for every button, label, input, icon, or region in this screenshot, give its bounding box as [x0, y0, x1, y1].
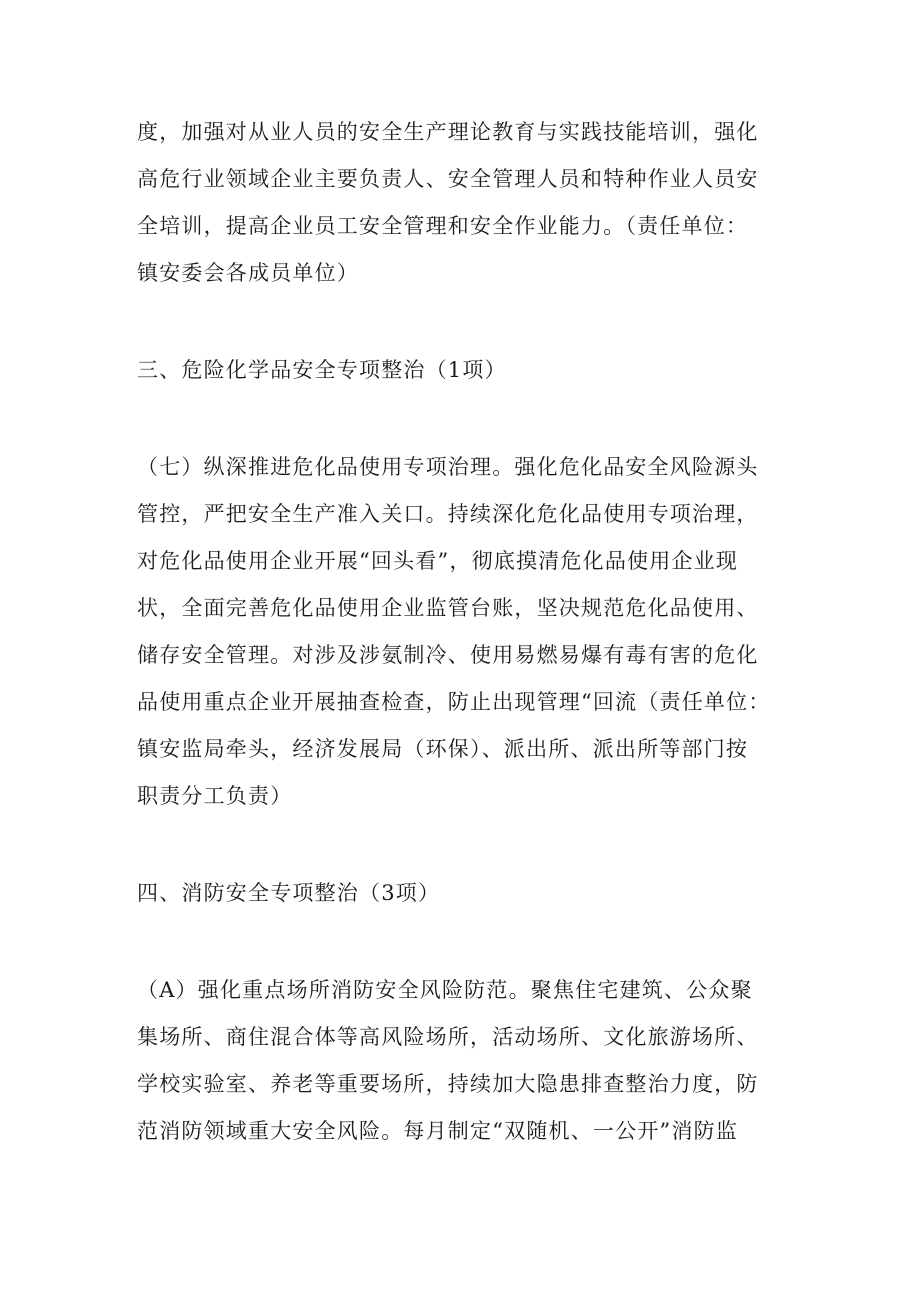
paragraph-2-line-4: 状，全面完善危化品使用企业监管台账，坚决规范危化品使用、	[137, 596, 759, 620]
paragraph-2-line-2: 管控，严把安全生产准入关口。持续深化危化品使用专项治理，	[137, 502, 759, 526]
paragraph-1-line-3: 全培训，提高企业员工安全管理和安全作业能力。（责任单位：	[137, 214, 749, 238]
paragraph-3-line-3: 学校实验室、养老等重要场所，持续加大隐患排查整治力度，防	[137, 1072, 759, 1096]
paragraph-1-line-2: 高危行业领域企业主要负责人、安全管理人员和特种作业人员安	[137, 167, 759, 191]
section-heading-4: 四、消防安全专项整治（3项）	[137, 881, 441, 905]
paragraph-3-line-4: 范消防领域重大安全风险。每月制定“双随机、一公开”消防监	[137, 1119, 739, 1143]
paragraph-3-line-2: 集场所、商住混合体等高风险场所，活动场所、文化旅游场所、	[137, 1025, 759, 1049]
paragraph-1-line-4: 镇安委会各成员单位）	[137, 261, 359, 285]
paragraph-2-line-8: 职责分工负责）	[137, 784, 293, 808]
paragraph-2-line-5: 储存安全管理。对涉及涉氨制冷、使用易燃易爆有毒有害的危化	[137, 643, 759, 667]
paragraph-2-line-6: 品使用重点企业开展抽查检查，防止出现管理“回流（责任单位：	[137, 690, 771, 714]
paragraph-2-line-7: 镇安监局牵头，经济发展局（环保）、派出所、派出所等部门按	[137, 737, 749, 761]
paragraph-2-line-1: （七）纵深推进危化品使用专项治理。强化危化品安全风险源头	[137, 455, 759, 479]
section-heading-3: 三、危险化学品安全专项整治（1项）	[137, 358, 507, 382]
paragraph-2-line-3: 对危化品使用企业开展“回头看”，彻底摸清危化品使用企业现	[137, 549, 739, 573]
paragraph-1-line-1: 度，加强对从业人员的安全生产理论教育与实践技能培训，强化	[137, 120, 759, 144]
paragraph-3-line-1: （A）强化重点场所消防安全风险防范。聚焦住宅建筑、公众聚	[137, 978, 753, 1002]
